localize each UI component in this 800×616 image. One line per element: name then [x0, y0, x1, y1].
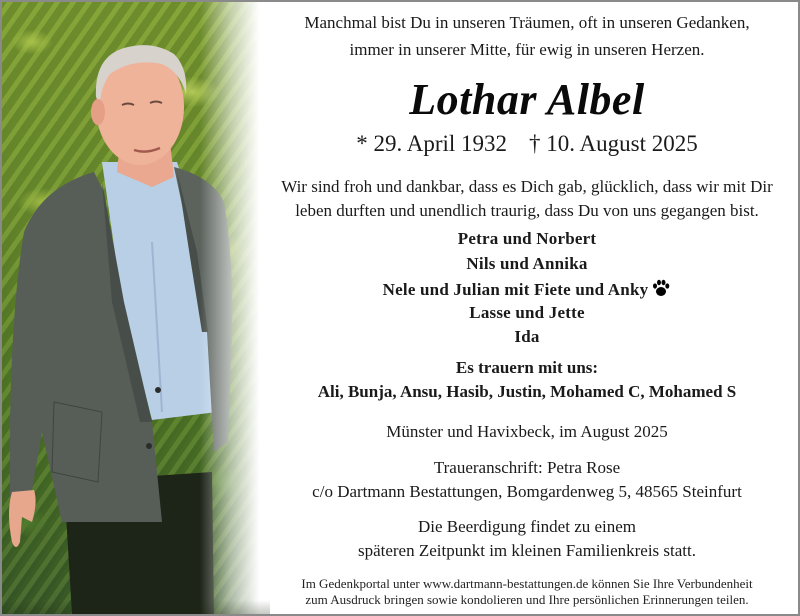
family-line: Nele und Julian mit Fiete und Anky — [254, 278, 800, 300]
paw-print-icon — [651, 278, 671, 298]
life-dates — [254, 131, 800, 157]
death-date: † 10. August 2025 — [529, 131, 698, 156]
deceased-name: Lothar Albel — [409, 75, 645, 124]
family-line: Ida — [514, 327, 540, 346]
footer-line-2: zum Ausdruck bringen sowie kondolieren und Ihre persönlichen Erinnerungen teilen. — [305, 592, 749, 607]
mourners-names: Ali, Bunja, Ansu, Hasib, Justin, Mohamed C, Mohamed S — [317, 382, 737, 401]
family-line: Nils und Annika — [466, 254, 588, 273]
notice-text — [254, 2, 800, 614]
message-line-2: leben durften und unendlich traurig, dass Du von uns gegangen bist. — [295, 201, 759, 220]
message-line-1: Wir sind froh und dankbar, dass es Dich gab, glücklich, dass wir mit Dir — [281, 177, 773, 196]
birth-date: * 29. April 1932 — [356, 131, 508, 156]
funeral-line-1: Die Beerdigung findet zu einem — [417, 517, 637, 536]
address-line-1: Traueranschrift: Petra Rose — [433, 458, 621, 477]
family-line: Petra und Norbert — [457, 229, 597, 248]
quote-line-2: immer in unserer Mitte, für ewig in unseren Herzen. — [349, 40, 705, 59]
funeral-line-2: späteren Zeitpunkt im kleinen Familienkreis statt. — [357, 541, 697, 560]
family-line: Lasse und Jette — [469, 303, 585, 322]
address-line-2: c/o Dartmann Bestattungen, Bomgardenweg 5, 48565 Steinfurt — [312, 482, 742, 501]
place-date: Münster und Havixbeck, im August 2025 — [386, 422, 668, 441]
footer-line-1: Im Gedenkportal unter www.dartmann-bestattungen.de können Sie Ihre Verbundenheit — [301, 576, 753, 591]
quote-line-1: Manchmal bist Du in unseren Träumen, oft in unseren Gedanken, — [304, 13, 750, 32]
mourners-heading: Es trauern mit uns: — [455, 358, 599, 377]
portrait-photo — [2, 2, 270, 614]
